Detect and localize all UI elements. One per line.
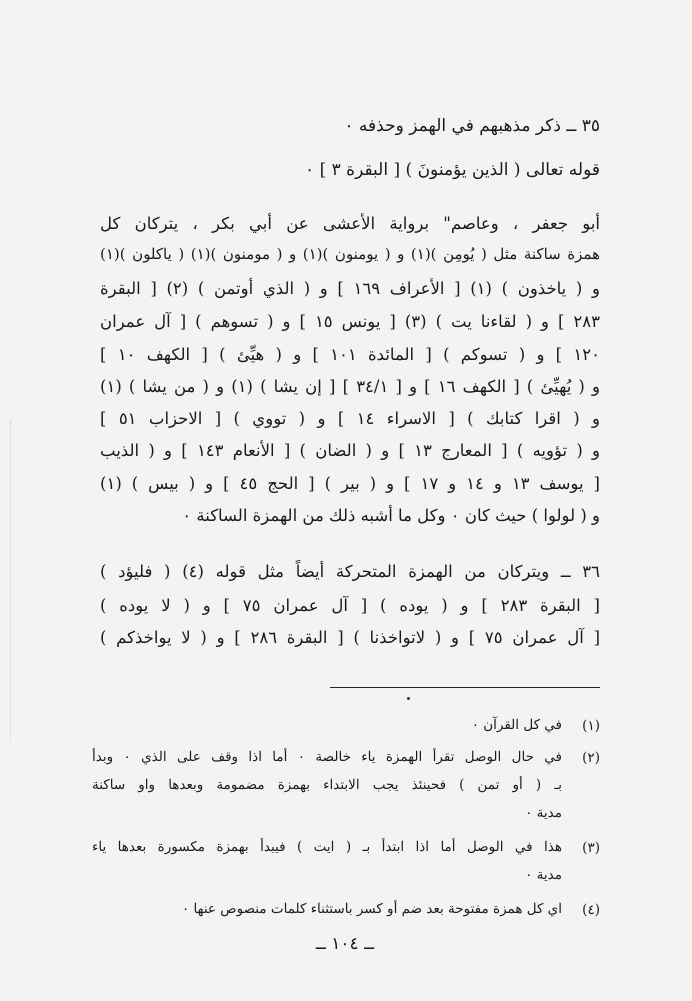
section-35-heading: ٣٥ ــ ذكر مذهبهم في الهمز وحذفه ٠: [344, 116, 600, 136]
paragraph-line: و ( تؤويه ) [ المعارج ١٣ ] و ( الضان ) [ الأنعام ١٤٣ ] و ( الذيب: [100, 441, 600, 460]
footnote-number: (٢): [582, 750, 600, 766]
footnote-text: مدية ٠: [525, 805, 562, 821]
footnote-text: في كل القرآن ٠: [471, 717, 562, 733]
footnote-number: (٣): [582, 840, 600, 856]
footnote-text: بـ ( أو تمن ) فحينئذ يجب الابتداء بهمزة مضمومة وبعدها واو ساكنة: [92, 777, 562, 793]
footnote-text: في حال الوصل تقرأ الهمزة ياء خالصة ٠ أما اذا وقف على الذي ٠ وبدأ: [92, 749, 562, 765]
paragraph-line: ١٢٠ ] و ( تسوكم ) [ المائدة ١٠١ ] و ( هيِّئ ) [ الكهف ١٠ ]: [100, 345, 600, 364]
section-35-verse: قوله تعالى ( الذين يؤمنونَ ) [ البقرة ٣ ] ٠: [305, 160, 600, 180]
paragraph-line: و ( اقرا كتابك ) [ الاسراء ١٤ ] و ( تووي ) [ الاحزاب ٥١ ]: [100, 409, 600, 428]
paragraph-line: [ آل عمران ٧٥ ] و ( لاتواخذنا ) [ البقرة ٢٨٦ ] و ( لا يواخذكم ): [100, 628, 600, 647]
paragraph-line: همزة ساكنة مثل ( يُومِن )(١) و ( يومنون )(١) و ( مومنون )(١) ( ياكلون )(١): [100, 245, 600, 263]
paragraph-line: و ( يُهيِّئ ) [ الكهف ١٦ ] و [ ٣٤/١ ] [ إن يشا ) (١) و ( من يشا ) (١): [100, 377, 600, 396]
footnote-text: مدية ٠: [525, 867, 562, 883]
footnote-separator: [330, 687, 600, 688]
footnote-number: (١): [582, 718, 600, 734]
paragraph-line: [ البقرة ٢٨٣ ] و ( يوده ) [ آل عمران ٧٥ ] و ( لا يوده ): [100, 596, 600, 615]
scan-edge-mark: [10, 420, 12, 740]
footnote-text: هذا في الوصل أما اذا ابتدأ بـ ( ايت ) فيبدأ بهمزة مكسورة بعدها ياء: [92, 839, 562, 855]
paragraph-line: ٢٨٣ ] و ( لقاءنا يت ) (٣) [ يونس ١٥ ] و ( تسوهم ) [ آل عمران: [100, 312, 600, 331]
paragraph-line: و ( ياخذون ) (١) [ الأعراف ١٦٩ ] و ( الذي أوتمن ) (٢) [ البقرة: [100, 279, 600, 298]
footnote-number: (٤): [582, 902, 600, 918]
paragraph-line: و ( لولوا ) حيث كان ٠ وكل ما أشبه ذلك من الهمزة الساكنة ٠: [182, 506, 600, 525]
page-number: ــ ١٠٤ ــ: [315, 934, 375, 954]
paragraph-line: [ يوسف ١٣ و ١٤ و ١٧ ] و ( بير ) [ الحج ٤٥ ] و ( بيس ) (١): [100, 474, 600, 493]
paragraph-line: أبو جعفر ، وعاصم" برواية الأعشى عن أبي بكر ، يتركان كل: [100, 214, 600, 233]
footnote-text: اي كل همزة مفتوحة بعد ضم أو كسر باستثناء كلمات منصوص عنها ٠: [181, 901, 562, 917]
separator-dot: [407, 697, 410, 700]
paragraph-line: ٣٦ ــ ويتركان من الهمزة المتحركة أيضاً مثل قوله (٤) ( فليؤد ): [100, 562, 600, 581]
